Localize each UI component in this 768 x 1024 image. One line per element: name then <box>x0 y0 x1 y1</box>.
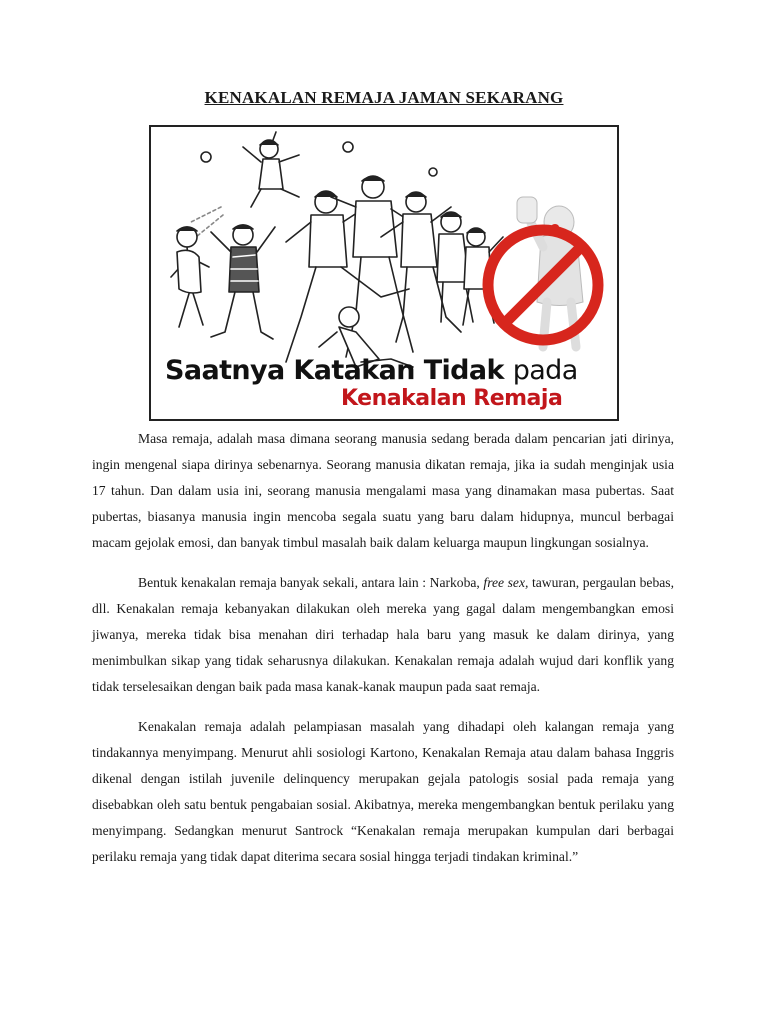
document-title: KENAKALAN REMAJA JAMAN SEKARANG <box>204 88 564 107</box>
document-body <box>92 426 674 884</box>
paragraph-1: Masa remaja, adalah masa dimana seorang manusia sedang berada dalam pencarian jati dirinya, ingin mengenal siapa dirinya sebenarnya. Seorang manusia dikatan remaja, jika ia sudah menginjak usia 17 tahun. Dan dalam usia ini, seorang manusia mengalami masa yang dinamakan masa pubertas. Saat pubertas, biasanya manusia ingin mencoba segala suatu yang baru dalam hidupnya, muncul berbagai macam gejolak emosi, dan banyak timbul masalah baik dalam keluarga maupun lingkungan sosialnya. <box>92 431 674 550</box>
figure-caption-line1: Saatnya Katakan Tidak pada <box>165 355 578 386</box>
paragraph-3: Kenakalan remaja adalah pelampiasan masalah yang dihadapi oleh kalangan remaja yang tindakannya menyimpang. Menurut ahli sosiologi Kartono, Kenakalan Remaja atau dalam bahasa Inggris dikenal dengan istilah juvenile delinquency merupakan gejala patologis sosial pada remaja yang disebabkan oleh satu bentuk pengabaian sosial. Akibatnya, mereka mengembangkan bentuk perilaku yang menyimpang. Sedangkan menurut Santrock “Kenakalan remaja merupakan kumpulan dari berbagai perilaku remaja yang tidak dapat diterima secara sosial hingga terjadi tindakan kriminal.” <box>92 719 674 864</box>
figure-caption-line2: Kenakalan Remaja <box>341 386 563 411</box>
paragraph-2-italic: free sex, <box>483 575 529 590</box>
illustration-figure <box>149 125 619 421</box>
paragraph-2: Bentuk kenakalan remaja banyak sekali, antara lain : Narkoba, free sex, tawuran, pergaulan bebas, dll. Kenakalan remaja kebanyakan dilakukan oleh mereka yang gagal dalam mengembangkan emosi jiwanya, mereka tidak bisa menahan diri terhadap hala baru yang masuk ke dalam dirinya, yang menimbulkan sikap yang tidak seharusnya dilakukan. Kenakalan remaja adalah wujud dari konflik yang tidak terselesaikan dengan baik pada masa kanak-kanak maupun pada saat remaja. <box>92 575 674 694</box>
